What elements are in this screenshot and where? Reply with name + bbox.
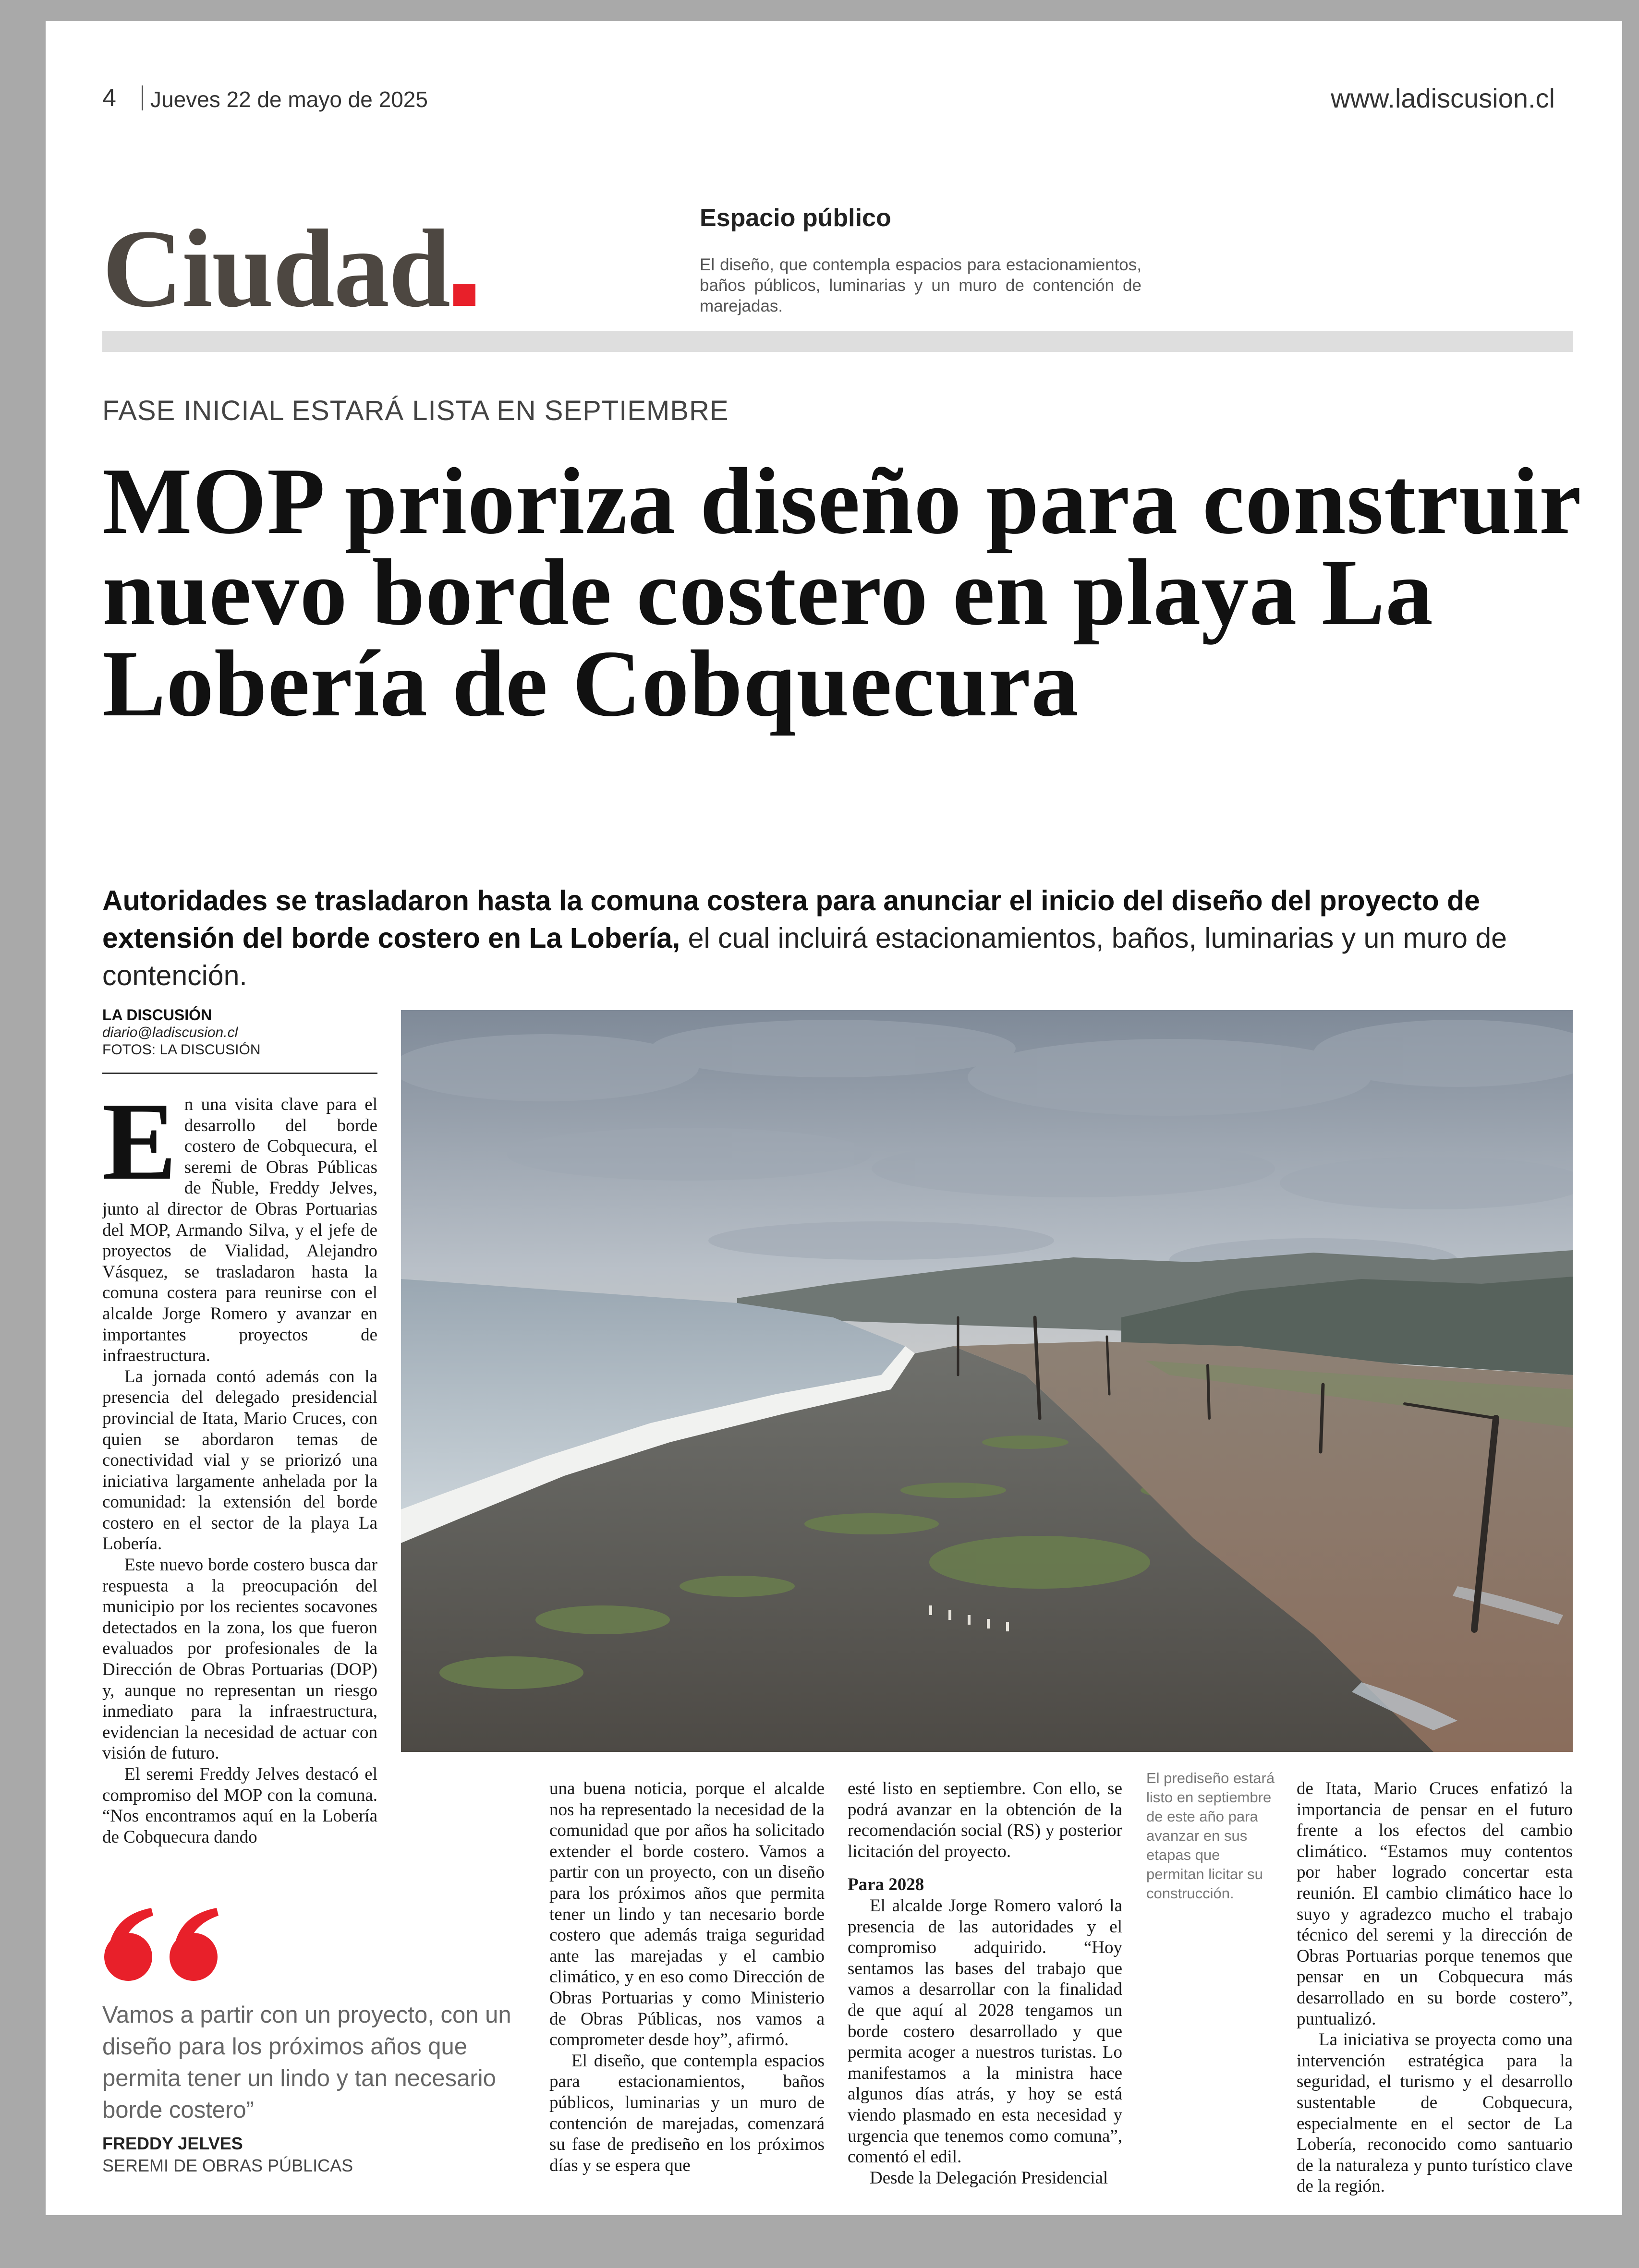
quote-author-name: FREDDY JELVES — [102, 2134, 243, 2153]
paragraph: esté listo en septiembre. Con ello, se podrá avanzar en la obtención de la recomendación social (RS) y posterior licitación del proyecto. — [848, 1779, 1122, 1861]
body-column-2 — [549, 1778, 825, 2176]
pull-quote-text: Vamos a partir con un proyecto, con un diseño para los próximos años que permita tener un lindo y tan necesario borde costero” — [102, 2002, 511, 2123]
body-column-3 — [848, 1778, 1122, 2188]
drop-cap: E — [102, 1080, 177, 1203]
body-column-1 — [102, 1080, 377, 1847]
lead-rest: el cual incluirá estacionamientos, baños, luminarias y un muro de contención. — [102, 922, 1507, 991]
page-number: 4 — [102, 84, 116, 112]
paragraph: Desde la Delegación Presidencial — [870, 2168, 1108, 2188]
quote-author-role: SEREMI DE OBRAS PÚBLICAS — [102, 2156, 353, 2175]
photo-caption: El prediseño estará listo en septiembre de este año para avanzar en sus etapas que permitan licitar su construcción. — [1146, 1770, 1275, 1902]
body-column-5 — [1297, 1778, 1573, 2197]
section-divider-bar — [102, 331, 1573, 352]
byline-outlet: LA DISCUSIÓN — [102, 1006, 212, 1024]
feature-title: Espacio público — [700, 204, 891, 232]
paragraph: El alcalde Jorge Romero valoró la presencia de las autoridades y el compromiso adquirido. “Hoy sentamos las bases del trabajo que vamos a desarrollar con la finalidad de que aquí al 2028 tengamos un borde costero desarrollado y que permita acoger a nuestros turistas. Lo manifestamos a la ministra hace algunos días atrás, y hoy se está viendo plasmado en esta necesidad y urgencia que tenemos como comuna”, comentó el edil. — [848, 1895, 1122, 2167]
article-lead — [102, 882, 1581, 994]
beach-photo — [401, 1010, 1573, 1752]
section-accent-dot — [453, 284, 475, 306]
issue-date: Jueves 22 de mayo de 2025 — [150, 87, 428, 112]
paragraph: La jornada contó además con la presencia del delegado presidencial provincial de Itata, Mario Cruces, con quien se abordaron temas de conectividad vial y se priorizó una iniciativa largamente anhelada por la comunidad: la extensión del borde costero en el sector de la playa La Lobería. — [102, 1366, 377, 1554]
section-name: Ciudad — [102, 207, 450, 330]
section-title — [102, 207, 475, 330]
site-url[interactable]: www.ladiscusion.cl — [1331, 83, 1555, 113]
paragraph: Este nuevo borde costero busca dar respuesta a la preocupación del municipio por los recientes socavones detectados en la zona, los que fueron evaluados por profesionales de la Dirección de Obras Portuarias (DOP) y, aunque no representan un riesgo inmediato para la infraestructura, evidencian la necesidad de actuar con visión de futuro. — [102, 1555, 377, 1763]
paragraph: de Itata, Mario Cruces enfatizó la importancia de pensar en el futuro frente a los efectos del cambio climático. “Estamos muy contentos por haber logrado concertar esta reunión. El cambio climático hace lo suyo y agradezco mucho el trabajo técnico del seremi y la dirección de Obras Portuarias porque tenemos que pensar en un Cobquecura más desarrollado en su borde costero”, puntualizó. — [1297, 1779, 1573, 2029]
byline-rule — [102, 1073, 377, 1074]
byline-photos: FOTOS: LA DISCUSIÓN — [102, 1042, 261, 1058]
paragraph: una buena noticia, porque el alcalde nos ha representado la necesidad de la comunidad que por años ha solicitado extender el borde costero. Vamos a partir con un proyecto, con un diseño para los próximos años que permita tener un lindo y tan necesario borde costero que además traiga seguridad ante las marejadas y el cambio climático, y en eso como Dirección de Obras Portuarias y como Ministerio de Obras Públicas, nos vamos a comprometer desde hoy”, afirmó. — [549, 1779, 825, 2050]
newspaper-page — [46, 21, 1622, 2215]
paragraph-text: n una visita clave para el desarrollo del borde costero de Cobquecura, el seremi de Obras Públicas de Ñuble, Freddy Jelves, junto al director de Obras Portuarias del MOP, Armando Silva, y el jefe de proyectos de Vialidad, Alejandro Vásquez, se trasladaron hasta la comuna costera para reunirse con el alcalde Jorge Romero y avanzar en importantes proyectos de infraestructura. — [102, 1095, 377, 1366]
paragraph: La iniciativa se proyecta como una intervención estratégica para la seguridad, el turismo y el desarrollo sustentable de Cobquecura, especialmente en el sector de La Lobería, reconocido como santuario de la naturaleza y punto turístico clave de la región. — [1297, 2030, 1573, 2196]
feature-text: El diseño, que contempla espacios para estacionamientos, baños públicos, luminarias y un muro de contención de marejadas. — [700, 255, 1141, 315]
subheading: Para 2028 — [848, 1875, 924, 1895]
article-kicker: FASE INICIAL ESTARÁ LISTA EN SEPTIEMBRE — [102, 395, 729, 426]
header-divider — [142, 85, 143, 110]
byline-email[interactable]: diario@ladiscusion.cl — [102, 1025, 238, 1040]
quote-mark-icon — [98, 1903, 233, 1987]
article-headline: MOP prioriza diseño para construir nuevo borde costero en playa La Lobería de Cobquecura — [102, 448, 1580, 736]
paragraph: El diseño, que contempla espacios para estacionamientos, baños públicos, luminarias y un muro de contención de marejadas, comenzará su fase de prediseño en los próximos días y se espera que — [549, 2051, 825, 2175]
paragraph: El seremi Freddy Jelves destacó el compromiso del MOP con la comuna. “Nos encontramos aquí en la Lobería de Cobquecura dando — [102, 1764, 377, 1847]
lead-bold: Autoridades se trasladaron hasta la comuna costera para anunciar el inicio del diseño del proyecto de extensión del borde costero en La Lobería, — [102, 885, 1480, 954]
paragraph — [102, 1080, 377, 1366]
